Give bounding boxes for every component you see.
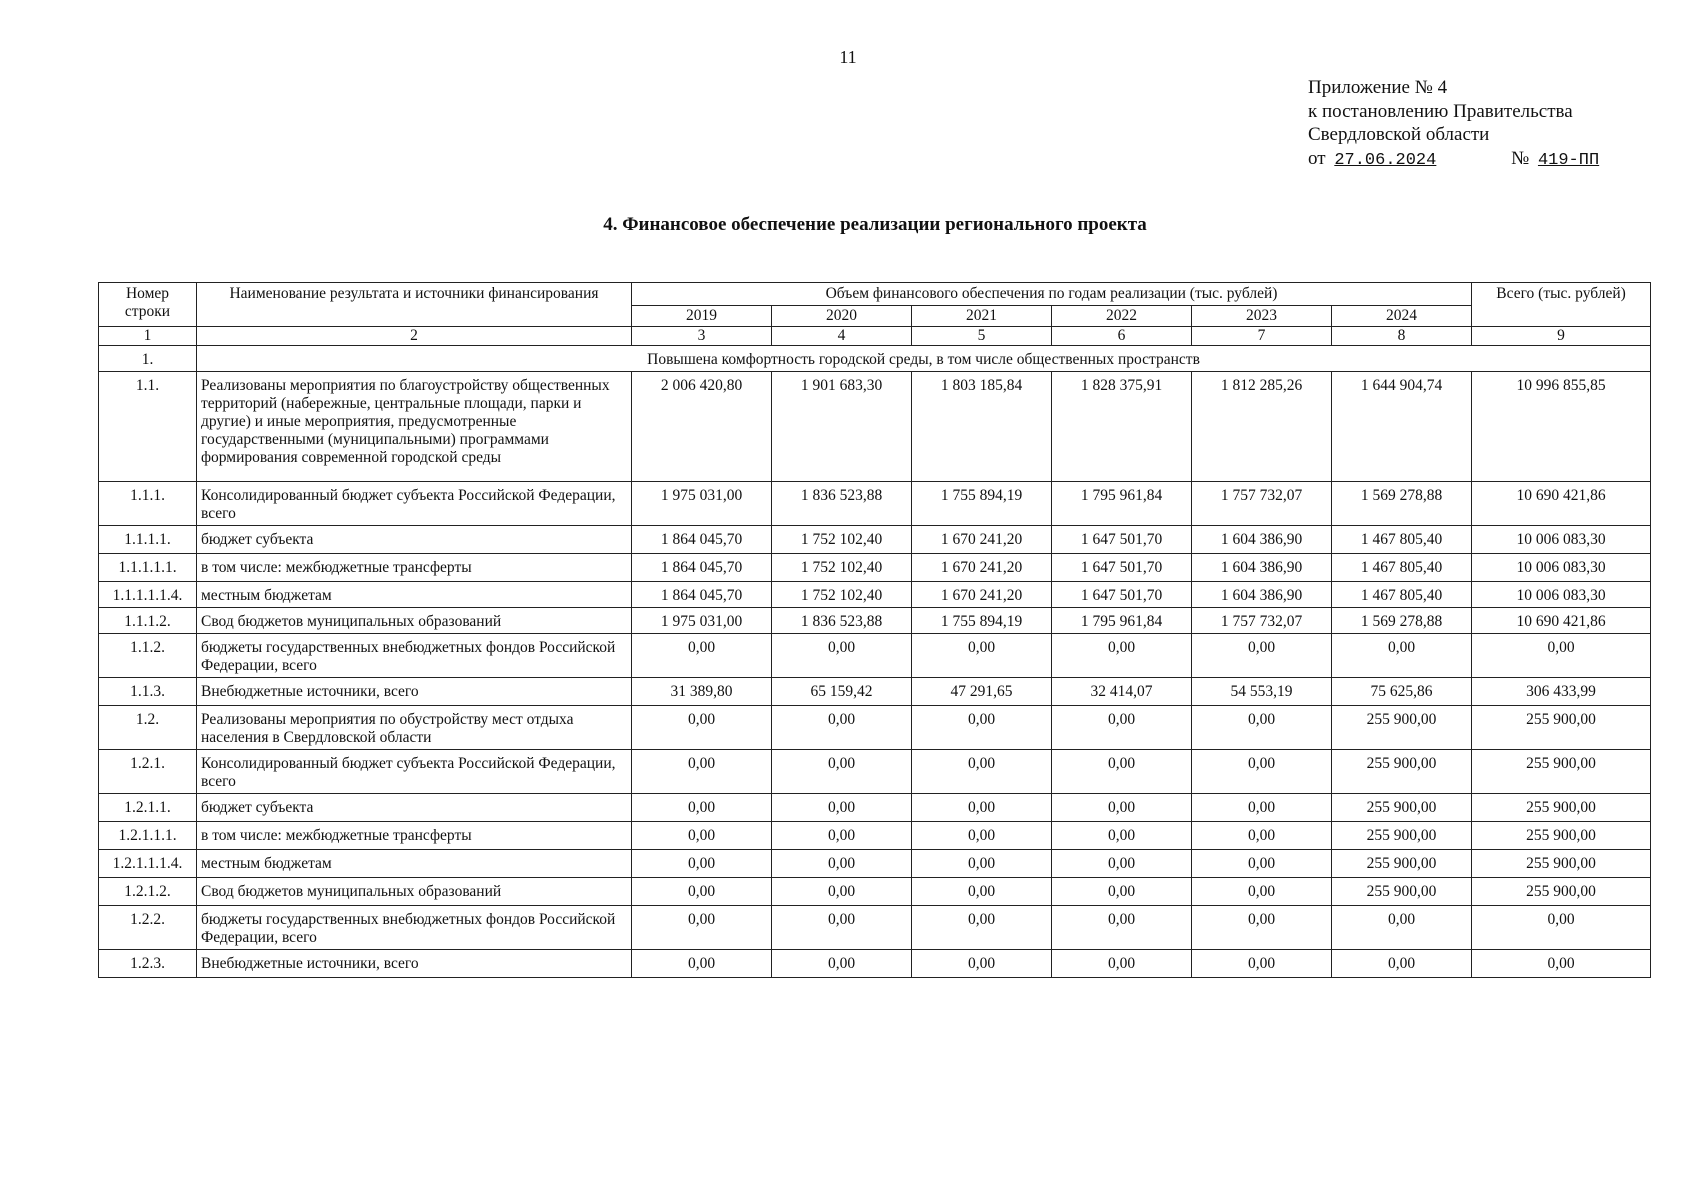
row-year-value: 255 900,00 [1332,822,1472,850]
row-year-value: 0,00 [1052,794,1192,822]
row-total-value: 255 900,00 [1472,822,1651,850]
table-row [99,950,1651,978]
column-index-cell: 3 [632,327,772,346]
row-year-value: 1 828 375,91 [1052,372,1192,482]
row-code: 1.2. [99,706,197,750]
row-year-value: 0,00 [772,822,912,850]
row-year-value: 75 625,86 [1332,678,1472,706]
section-row [99,346,1651,372]
row-year-value: 0,00 [632,794,772,822]
row-code: 1.2.1.1. [99,794,197,822]
row-year-value: 0,00 [1052,878,1192,906]
row-year-value: 1 864 045,70 [632,582,772,608]
row-year-value: 1 836 523,88 [772,608,912,634]
row-code: 1.1.1.1. [99,526,197,554]
row-year-value: 54 553,19 [1192,678,1332,706]
row-code: 1.1.1.1.1.4. [99,582,197,608]
row-name: бюджеты государственных внебюджетных фондов Российской Федерации, всего [197,906,632,950]
header-year: 2023 [1192,306,1332,327]
row-year-value: 0,00 [632,822,772,850]
financing-table [98,282,1651,978]
header-year: 2019 [632,306,772,327]
row-name: бюджет субъекта [197,526,632,554]
row-year-value: 0,00 [1192,794,1332,822]
column-index-cell: 2 [197,327,632,346]
row-name: местным бюджетам [197,582,632,608]
table-row [99,526,1651,554]
row-name: Консолидированный бюджет субъекта Российской Федерации, всего [197,482,632,526]
row-total-value: 255 900,00 [1472,794,1651,822]
appendix-line-1: Приложение № 4 [1308,77,1448,98]
row-year-value: 0,00 [1052,950,1192,978]
row-code: 1.1.1.2. [99,608,197,634]
row-year-value: 1 795 961,84 [1052,608,1192,634]
row-code: 1.1. [99,372,197,482]
row-year-value: 0,00 [1332,950,1472,978]
row-year-value: 255 900,00 [1332,878,1472,906]
row-year-value: 0,00 [912,950,1052,978]
column-index-cell: 4 [772,327,912,346]
row-total-value: 0,00 [1472,634,1651,678]
row-year-value: 0,00 [1052,906,1192,950]
row-total-value: 255 900,00 [1472,850,1651,878]
row-total-value: 10 006 083,30 [1472,526,1651,554]
row-year-value: 2 006 420,80 [632,372,772,482]
row-year-value: 255 900,00 [1332,750,1472,794]
row-year-value: 0,00 [1192,706,1332,750]
row-code: 1.2.3. [99,950,197,978]
row-year-value: 1 864 045,70 [632,554,772,582]
row-year-value: 255 900,00 [1332,706,1472,750]
row-name: в том числе: межбюджетные трансферты [197,554,632,582]
row-year-value: 1 467 805,40 [1332,526,1472,554]
header-year: 2022 [1052,306,1192,327]
row-code: 1.2.1.1.1.4. [99,850,197,878]
row-year-value: 1 901 683,30 [772,372,912,482]
row-code: 1.2.1.2. [99,878,197,906]
column-index-cell: 8 [1332,327,1472,346]
table-row [99,608,1651,634]
row-year-value: 0,00 [1052,634,1192,678]
row-year-value: 1 803 185,84 [912,372,1052,482]
row-year-value: 1 670 241,20 [912,554,1052,582]
row-year-value: 0,00 [772,906,912,950]
row-year-value: 1 604 386,90 [1192,582,1332,608]
column-index-cell: 9 [1472,327,1651,346]
row-year-value: 31 389,80 [632,678,772,706]
row-year-value: 0,00 [1052,822,1192,850]
header-row-number: Номер строки [99,283,197,327]
row-year-value: 1 752 102,40 [772,554,912,582]
row-year-value: 1 670 241,20 [912,582,1052,608]
date-prefix: от [1308,147,1326,169]
row-year-value: 0,00 [772,634,912,678]
row-year-value: 0,00 [632,878,772,906]
row-year-value: 0,00 [632,706,772,750]
row-year-value: 1 975 031,00 [632,482,772,526]
row-year-value: 1 644 904,74 [1332,372,1472,482]
row-year-value: 1 755 894,19 [912,482,1052,526]
row-code: 1.1.1.1.1. [99,554,197,582]
row-year-value: 0,00 [912,634,1052,678]
row-year-value: 0,00 [772,878,912,906]
header-year: 2020 [772,306,912,327]
row-year-value: 0,00 [912,794,1052,822]
row-year-value: 0,00 [1332,634,1472,678]
row-year-value: 0,00 [912,750,1052,794]
number-prefix: № [1511,147,1530,169]
row-year-value: 0,00 [1052,706,1192,750]
row-total-value: 10 996 855,85 [1472,372,1651,482]
row-year-value: 0,00 [912,906,1052,950]
row-year-value: 1 757 732,07 [1192,608,1332,634]
row-year-value: 1 975 031,00 [632,608,772,634]
column-index-row [99,327,1651,346]
column-index-cell: 5 [912,327,1052,346]
row-year-value: 0,00 [1192,906,1332,950]
row-code: 1.1.3. [99,678,197,706]
row-year-value: 1 647 501,70 [1052,554,1192,582]
column-index-cell: 1 [99,327,197,346]
table-row [99,372,1651,482]
row-year-value: 0,00 [632,750,772,794]
table-row [99,678,1651,706]
row-name: бюджет субъекта [197,794,632,822]
row-year-value: 32 414,07 [1052,678,1192,706]
row-year-value: 0,00 [772,794,912,822]
row-year-value: 1 812 285,26 [1192,372,1332,482]
row-year-value: 0,00 [1192,950,1332,978]
row-name: местным бюджетам [197,850,632,878]
table-row [99,850,1651,878]
row-year-value: 0,00 [772,850,912,878]
row-year-value: 0,00 [772,706,912,750]
row-code: 1.2.2. [99,906,197,950]
row-year-value: 0,00 [1052,750,1192,794]
row-name: Внебюджетные источники, всего [197,678,632,706]
row-year-value: 0,00 [1192,750,1332,794]
table-row [99,822,1651,850]
row-year-value: 1 752 102,40 [772,582,912,608]
row-year-value: 1 467 805,40 [1332,554,1472,582]
row-code: 1.2.1.1.1. [99,822,197,850]
row-year-value: 0,00 [772,950,912,978]
row-year-value: 1 569 278,88 [1332,482,1472,526]
row-year-value: 0,00 [632,950,772,978]
document-title: 4. Финансовое обеспечение реализации регионального проекта [603,214,1147,235]
row-year-value: 255 900,00 [1332,850,1472,878]
header-row-top [99,283,1651,306]
row-year-value: 0,00 [1332,906,1472,950]
row-name: в том числе: межбюджетные трансферты [197,822,632,850]
table-row [99,906,1651,950]
row-total-value: 10 690 421,86 [1472,608,1651,634]
page-number: 11 [839,47,857,67]
row-year-value: 1 569 278,88 [1332,608,1472,634]
appendix-line-2: к постановлению Правительства [1308,100,1573,122]
header-name: Наименование результата и источники финансирования [197,283,632,327]
row-year-value: 0,00 [912,706,1052,750]
row-code: 1.1.2. [99,634,197,678]
row-name: Свод бюджетов муниципальных образований [197,878,632,906]
row-year-value: 1 755 894,19 [912,608,1052,634]
row-year-value: 65 159,42 [772,678,912,706]
row-total-value: 10 006 083,30 [1472,554,1651,582]
row-year-value: 1 467 805,40 [1332,582,1472,608]
row-year-value: 0,00 [1192,634,1332,678]
row-total-value: 10 006 083,30 [1472,582,1651,608]
row-year-value: 0,00 [1192,878,1332,906]
table-row [99,554,1651,582]
column-index-cell: 6 [1052,327,1192,346]
table-row [99,634,1651,678]
row-year-value: 0,00 [912,822,1052,850]
row-total-value: 306 433,99 [1472,678,1651,706]
section-title: Повышена комфортность городской среды, в том числе общественных пространств [197,346,1651,372]
row-year-value: 1 647 501,70 [1052,582,1192,608]
row-year-value: 0,00 [772,750,912,794]
row-year-value: 255 900,00 [1332,794,1472,822]
row-total-value: 255 900,00 [1472,706,1651,750]
row-year-value: 0,00 [632,634,772,678]
row-year-value: 1 604 386,90 [1192,526,1332,554]
row-year-value: 0,00 [632,906,772,950]
resolution-number: 419-ПП [1537,150,1600,170]
header-year: 2024 [1332,306,1472,327]
row-year-value: 0,00 [1052,850,1192,878]
row-total-value: 255 900,00 [1472,878,1651,906]
row-total-value: 0,00 [1472,950,1651,978]
table-row [99,750,1651,794]
row-total-value: 255 900,00 [1472,750,1651,794]
table-row [99,794,1651,822]
appendix-line-3: Свердловской области [1308,124,1490,145]
row-name: Консолидированный бюджет субъекта Российской Федерации, всего [197,750,632,794]
row-name: Свод бюджетов муниципальных образований [197,608,632,634]
row-total-value: 10 690 421,86 [1472,482,1651,526]
row-year-value: 47 291,65 [912,678,1052,706]
row-name: Внебюджетные источники, всего [197,950,632,978]
row-year-value: 1 795 961,84 [1052,482,1192,526]
row-total-value: 0,00 [1472,906,1651,950]
row-name: Реализованы мероприятия по обустройству мест отдыха населения в Свердловской области [197,706,632,750]
appendix-date-line [1308,147,1628,173]
row-year-value: 1 604 386,90 [1192,554,1332,582]
row-name: бюджеты государственных внебюджетных фондов Российской Федерации, всего [197,634,632,678]
appendix-block [1308,76,1628,172]
row-name: Реализованы мероприятия по благоустройству общественных территорий (набережные, центральные площади, парки и другие) и иные мероприятия, предусмотренные государственными (муниципальными) программами формирования современной городской среды [197,372,632,482]
row-year-value: 1 757 732,07 [1192,482,1332,526]
table-row [99,706,1651,750]
row-year-value: 1 836 523,88 [772,482,912,526]
table-row [99,878,1651,906]
row-year-value: 0,00 [1192,850,1332,878]
row-year-value: 1 752 102,40 [772,526,912,554]
row-year-value: 0,00 [912,850,1052,878]
row-year-value: 0,00 [912,878,1052,906]
row-year-value: 1 864 045,70 [632,526,772,554]
row-year-value: 1 670 241,20 [912,526,1052,554]
row-code: 1.1.1. [99,482,197,526]
table-row [99,482,1651,526]
column-index-cell: 7 [1192,327,1332,346]
header-total: Всего (тыс. рублей) [1472,283,1651,327]
row-year-value: 0,00 [1192,822,1332,850]
header-volume: Объем финансового обеспечения по годам реализации (тыс. рублей) [632,283,1472,306]
header-year: 2021 [912,306,1052,327]
resolution-date: 27.06.2024 [1334,150,1437,170]
row-code: 1.2.1. [99,750,197,794]
row-year-value: 0,00 [632,850,772,878]
table-row [99,582,1651,608]
section-code: 1. [99,346,197,372]
row-year-value: 1 647 501,70 [1052,526,1192,554]
